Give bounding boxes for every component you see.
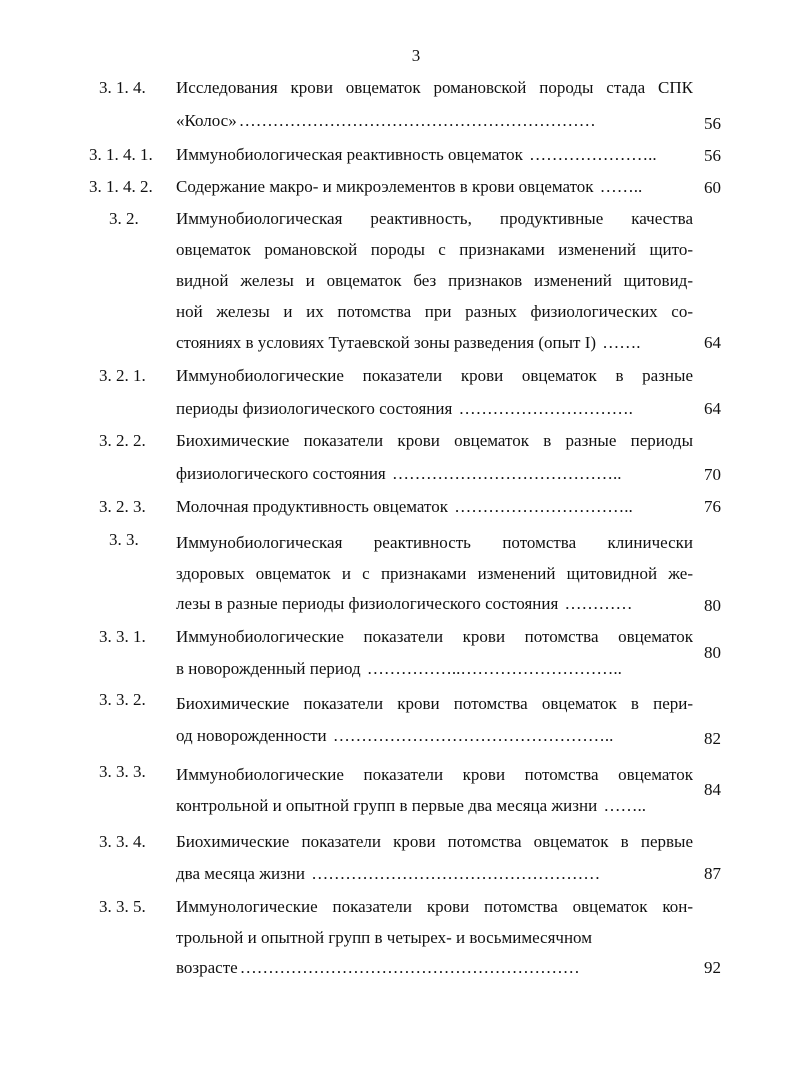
- section-number: 3. 3. 1.: [99, 627, 146, 646]
- page-reference: 82: [704, 729, 721, 748]
- page-reference: 87: [704, 864, 721, 883]
- leader-dots: ………………………………………………………: [238, 111, 596, 130]
- entry-title-line: здоровых овцематок и с признаками изменений щитовидной же-: [176, 564, 693, 583]
- entry-title-line: Биохимические показатели крови потомства овцематок в первые: [176, 832, 693, 851]
- leader-dots: ……………..………………………..: [366, 659, 622, 678]
- page-reference: 70: [704, 465, 721, 484]
- leader-dots: …………………………..: [454, 497, 633, 516]
- entry-title-line: физиологического состояния …………………………………..: [176, 464, 622, 483]
- section-number: 3. 3. 5.: [99, 897, 146, 916]
- entry-title-line: Иммунобиологическая реактивность потомства клинически: [176, 533, 693, 552]
- entry-title-line: Иммунобиологические показатели крови потомства овцематок: [176, 765, 693, 784]
- entry-title-line: Исследования крови овцематок романовской породы стада СПК: [176, 78, 693, 97]
- entry-title-line: Молочная продуктивность овцематок …………………………..: [176, 497, 633, 516]
- page-number: 3: [411, 46, 421, 65]
- page-reference: 92: [704, 958, 721, 977]
- entry-title-line: Иммунобиологические показатели крови потомства овцематок: [176, 627, 693, 646]
- entry-title-line: стояниях в условиях Тутаевской зоны разведения (опыт I) …….: [176, 333, 641, 352]
- entry-title-line: периоды физиологического состояния ………………………….: [176, 399, 633, 418]
- entry-title-line: возрасте ……………………………………………………: [176, 958, 580, 977]
- entry-title-line: видной железы и овцематок без признаков изменений щитовид-: [176, 271, 693, 290]
- entry-title-line: лезы в разные периоды физиологического состояния …………: [176, 594, 633, 613]
- entry-title-line: Иммунологические показатели крови потомства овцематок кон-: [176, 897, 693, 916]
- section-number: 3. 2. 2.: [99, 431, 146, 450]
- page-reference: 76: [704, 497, 721, 516]
- leader-dots: …………: [564, 594, 633, 613]
- entry-title-line: в новорожденный период ……………..………………………..: [176, 659, 622, 678]
- page-reference: 60: [704, 178, 721, 197]
- page-reference: 80: [704, 643, 721, 662]
- leader-dots: …………………………………………..: [332, 726, 614, 745]
- page-reference: 80: [704, 596, 721, 615]
- entry-title-line: Содержание макро- и микроэлементов в крови овцематок ……..: [176, 177, 643, 196]
- entry-title-line: Иммунобиологическая реактивность, продуктивные качества: [176, 209, 693, 228]
- page-reference: 64: [704, 333, 721, 352]
- entry-title-line: Биохимические показатели крови потомства овцематок в пери-: [176, 694, 693, 713]
- section-number: 3. 3. 2.: [99, 690, 146, 709]
- entry-title-line: Иммунобиологическая реактивность овцематок …………………..: [176, 145, 657, 164]
- entry-title-line: трольной и опытной групп в четырех- и восьмимесячном: [176, 928, 592, 947]
- entry-title-line: два месяца жизни ……………………………………………: [176, 864, 601, 883]
- section-number: 3. 2. 1.: [99, 366, 146, 385]
- page-reference: 64: [704, 399, 721, 418]
- leader-dots: …….: [602, 333, 641, 352]
- leader-dots: ……………………………………………: [311, 864, 601, 883]
- entry-title-line: Иммунобиологические показатели крови овцематок в разные: [176, 366, 693, 385]
- leader-dots: ……..: [603, 796, 646, 815]
- leader-dots: ……..: [599, 177, 643, 196]
- section-number: 3. 1. 4. 1.: [89, 145, 153, 164]
- section-number: 3. 3. 3.: [99, 762, 146, 781]
- leader-dots: …………………..: [529, 145, 657, 164]
- entry-title-line: ной железы и их потомства при разных физиологических со-: [176, 302, 693, 321]
- leader-dots: ………………………….: [458, 399, 633, 418]
- entry-title-line: Биохимические показатели крови овцематок в разные периоды: [176, 431, 693, 450]
- section-number: 3. 1. 4. 2.: [89, 177, 153, 196]
- entry-title-line: од новорожденности …………………………………………..: [176, 726, 614, 745]
- entry-title-line: овцематок романовской породы с признаками изменений щито-: [176, 240, 693, 259]
- entry-title-line: контрольной и опытной групп в первые два месяца жизни ……..: [176, 796, 646, 815]
- page-reference: 84: [704, 780, 721, 799]
- section-number: 3. 2. 3.: [99, 497, 146, 516]
- section-number: 3. 1. 4.: [99, 78, 146, 97]
- section-number: 3. 2.: [109, 209, 139, 228]
- page-reference: 56: [704, 146, 721, 165]
- section-number: 3. 3.: [109, 530, 139, 549]
- page-reference: 56: [704, 114, 721, 133]
- leader-dots: …………………………………..: [392, 464, 622, 483]
- entry-title-line: «Колос» ………………………………………………………: [176, 111, 596, 130]
- leader-dots: ……………………………………………………: [239, 958, 580, 977]
- section-number: 3. 3. 4.: [99, 832, 146, 851]
